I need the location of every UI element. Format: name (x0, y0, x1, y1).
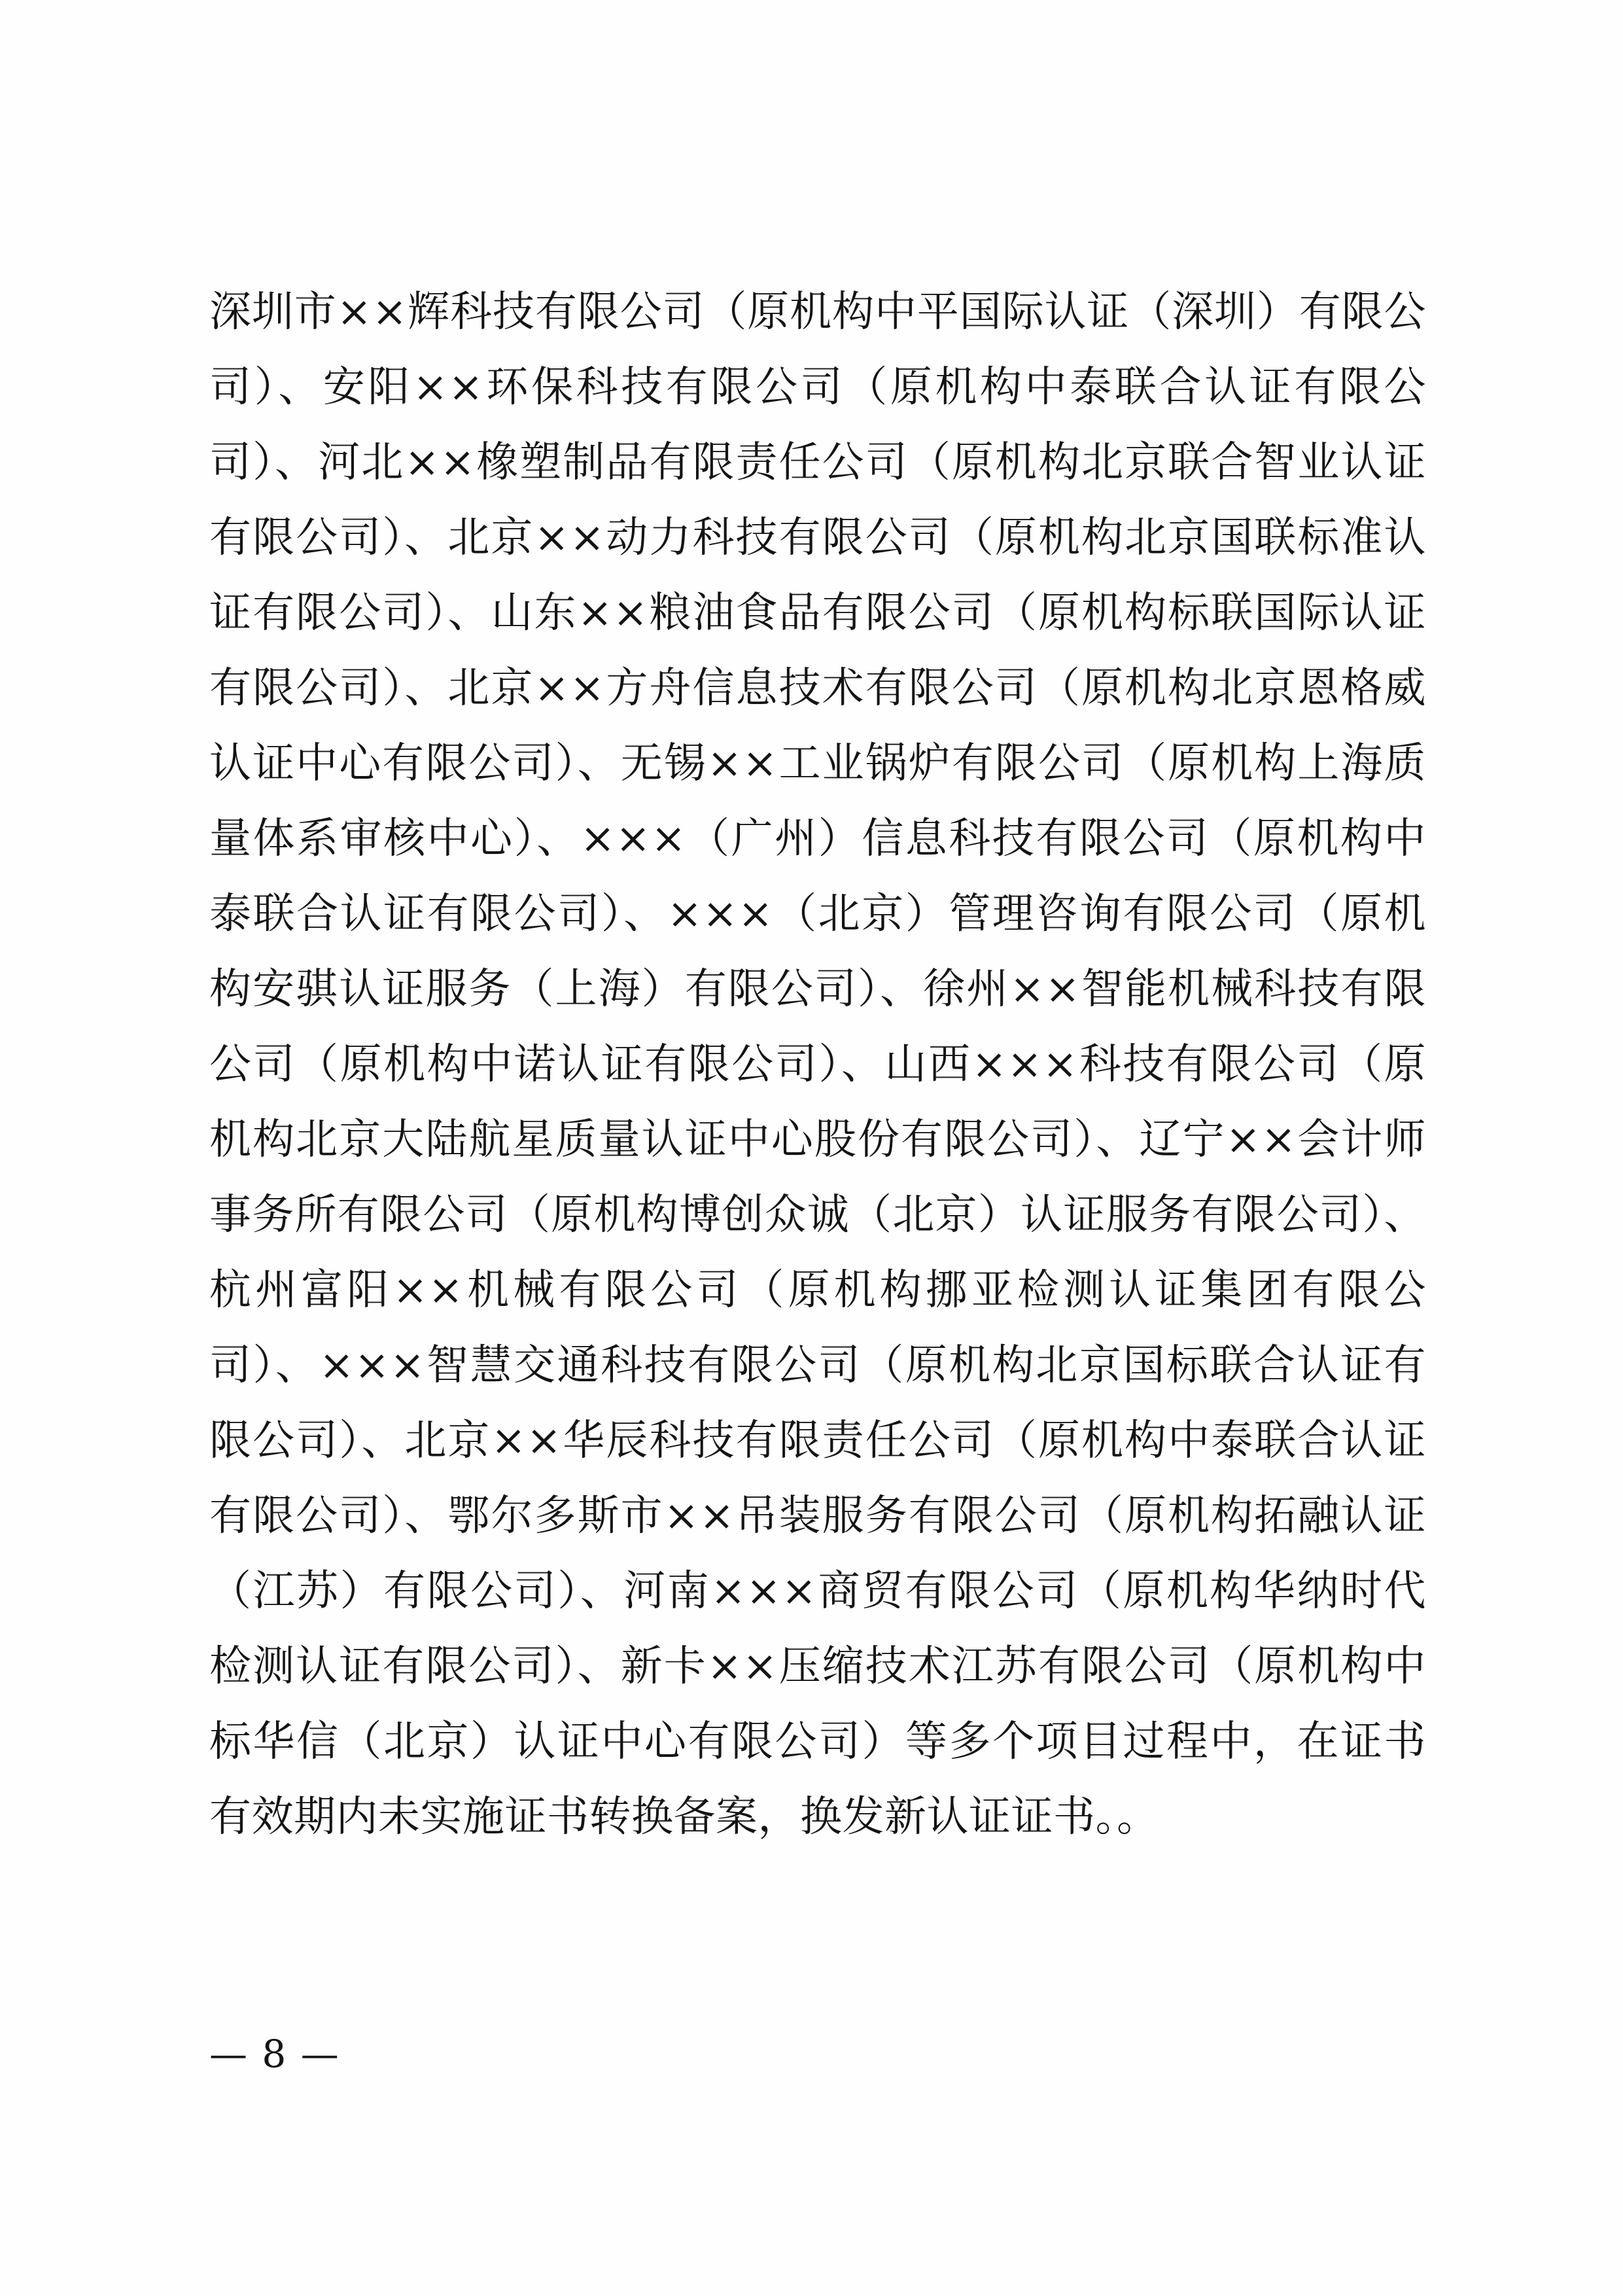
page-number: — 8 — (209, 2032, 340, 2076)
body-paragraph: 深圳市××辉科技有限公司（原机构中平国际认证（深圳）有限公司）、安阳××环保科技有限公司（原机构中泰联合认证有限公司）、河北××橡塑制品有限责任公司（原机构北京联合智业认证有限公司）、北京××动力科技有限公司（原机构北京国联标准认证有限公司）、山东××粮油食品有限公司（原机构标联国际认证有限公司）、北京××方舟信息技术有限公司（原机构北京恩格威认证中心有限公司）、无锡××工业锅炉有限公司（原机构上海质量体系审核中心）、×××（广州）信息科技有限公司（原机构中泰联合认证有限公司）、×××（北京）管理咨询有限公司（原机构安骐认证服务（上海）有限公司）、徐州××智能机械科技有限公司（原机构中诺认证有限公司）、山西×××科技有限公司（原机构北京大陆航星质量认证中心股份有限公司）、辽宁××会计师事务所有限公司（原机构博创众诚（北京）认证服务有限公司）、杭州富阳××机械有限公司（原机构挪亚检测认证集团有限公司）、×××智慧交通科技有限公司（原机构北京国标联合认证有限公司）、北京××华辰科技有限责任公司（原机构中泰联合认证有限公司）、鄂尔多斯市××吊装服务有限公司（原机构拓融认证（江苏）有限公司）、河南×××商贸有限公司（原机构华纳时代检测认证有限公司）、新卡××压缩技术江苏有限公司（原机构中标华信（北京）认证中心有限公司）等多个项目过程中，在证书有效期内未实施证书转换备案，换发新认证证书。。 (209, 288, 1426, 1841)
